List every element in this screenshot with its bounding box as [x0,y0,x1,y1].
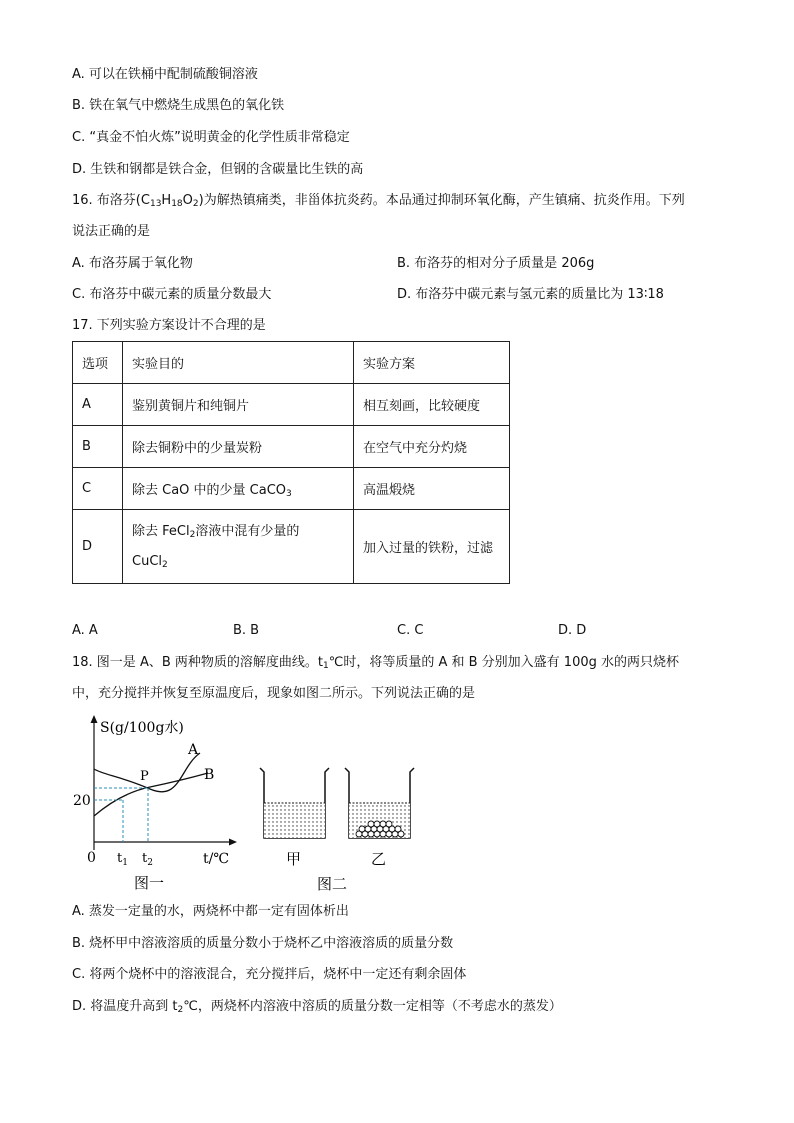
row-plan: 高温煅烧 [354,468,510,510]
row-purpose: 除去 CaO 中的少量 CaCO$_3$ [123,468,354,510]
q15-option-d: D. 生铁和钢都是铁合金，但钢的含碳量比生铁的高 [72,162,364,177]
x-axis-label: t/℃ [203,851,230,867]
table-row [73,426,510,468]
q17-stem: 17. 下列实验方案设计不合理的是 [72,318,266,333]
table-row [73,510,510,584]
q18-option-a: A. 蒸发一定量的水，两烧杯中都一定有固体析出 [72,904,349,919]
q15-option-c: C. “真金不怕火炼”说明黄金的化学性质非常稳定 [72,130,350,145]
row-option: C [73,468,123,510]
experiment-table [72,341,510,584]
figure2-caption: 图二 [317,875,348,893]
row-plan: 相互刻画，比较硬度 [354,384,510,426]
q18-stem: 18. 图一是 A、B 两种物质的溶解度曲线。$t_1℃$时，将等质量的 A 和 B 分别加入盛有 100g 水的两只烧杯 [72,655,679,671]
q18-option-d: D. 将温度升高到 $t_2℃$，两烧杯内溶液中溶质的质量分数一定相等（不考虑水的蒸发） [72,999,562,1015]
q16-option-d: D. 布洛芬中碳元素与氢元素的质量比为 13∶18 [397,287,664,302]
row-option: D [73,510,123,584]
beaker-yi-label: 乙 [371,850,387,868]
curve-b-label: B [204,767,215,783]
q17-answer-b: B. B [233,623,260,638]
q18-option-c: C. 将两个烧杯中的溶液混合，充分搅拌后，烧杯中一定还有剩余固体 [72,967,467,982]
q18-option-b: B. 烧杯甲中溶液溶质的质量分数小于烧杯乙中溶液溶质的质量分数 [72,936,454,951]
point-p-label: P [140,769,149,784]
header-plan: 实验方案 [354,342,510,384]
row-option: B [73,426,123,468]
figure1-caption: 图一 [134,874,165,892]
table-row [73,468,510,510]
q17-answer-c: C. C [397,623,424,638]
x-axis-arrow-icon [229,839,237,846]
curve-a-label: A [188,742,199,758]
curve-b [94,773,208,816]
row-purpose: 鉴别黄铜片和纯铜片 [123,384,354,426]
q17-answer-d: D. D [558,623,587,638]
q18-stem-line2: 中，充分搅拌并恢复至原温度后，现象如图二所示。下列说法正确的是 [72,686,476,701]
q16-option-b: B. 布洛芬的相对分子质量是 206g [397,256,595,271]
y-axis-label: S(g/100g水) [100,720,184,736]
q16-option-c: C. 布洛芬中碳元素的质量分数最大 [72,287,272,302]
y-axis-arrow-icon [91,715,98,723]
t2-label: $t_2$ [142,851,153,868]
q15-option-a: A. 可以在铁桶中配制硫酸铜溶液 [72,67,258,82]
header-option: 选项 [73,342,123,384]
figure1-solubility-chart [70,712,250,894]
row-purpose: 除去 FeCl$_2$溶液中混有少量的 CuCl$_2$ [123,510,354,584]
beaker-yi [345,768,414,838]
t1-label: $t_1$ [117,851,128,868]
row-plan: 加入过量的铁粉，过滤 [354,510,510,584]
table-header-row [73,342,510,384]
q17-answer-a: A. A [72,623,98,638]
row-plan: 在空气中充分灼烧 [354,426,510,468]
row-option: A [73,384,123,426]
header-purpose: 实验目的 [123,342,354,384]
figure2-beakers [255,760,425,895]
row-purpose: 除去铜粉中的少量炭粉 [123,426,354,468]
origin-label: 0 [87,850,96,866]
y-tick-20: 20 [73,793,91,809]
q16-stem: 16. 布洛芬$(C_{13}H_{18}O_2)$为解热镇痛类，非甾体抗炎药。本品通过抑制环氧化酶，产生镇痛、抗炎作用。下列 [72,193,685,209]
table-row [73,384,510,426]
q16-option-a: A. 布洛芬属于氧化物 [72,256,193,271]
q16-stem-line2: 说法正确的是 [72,224,151,239]
q15-option-b: B. 铁在氧气中燃烧生成黑色的氧化铁 [72,98,285,113]
beaker-jia-label: 甲 [286,850,302,868]
beaker-jia [260,768,329,838]
